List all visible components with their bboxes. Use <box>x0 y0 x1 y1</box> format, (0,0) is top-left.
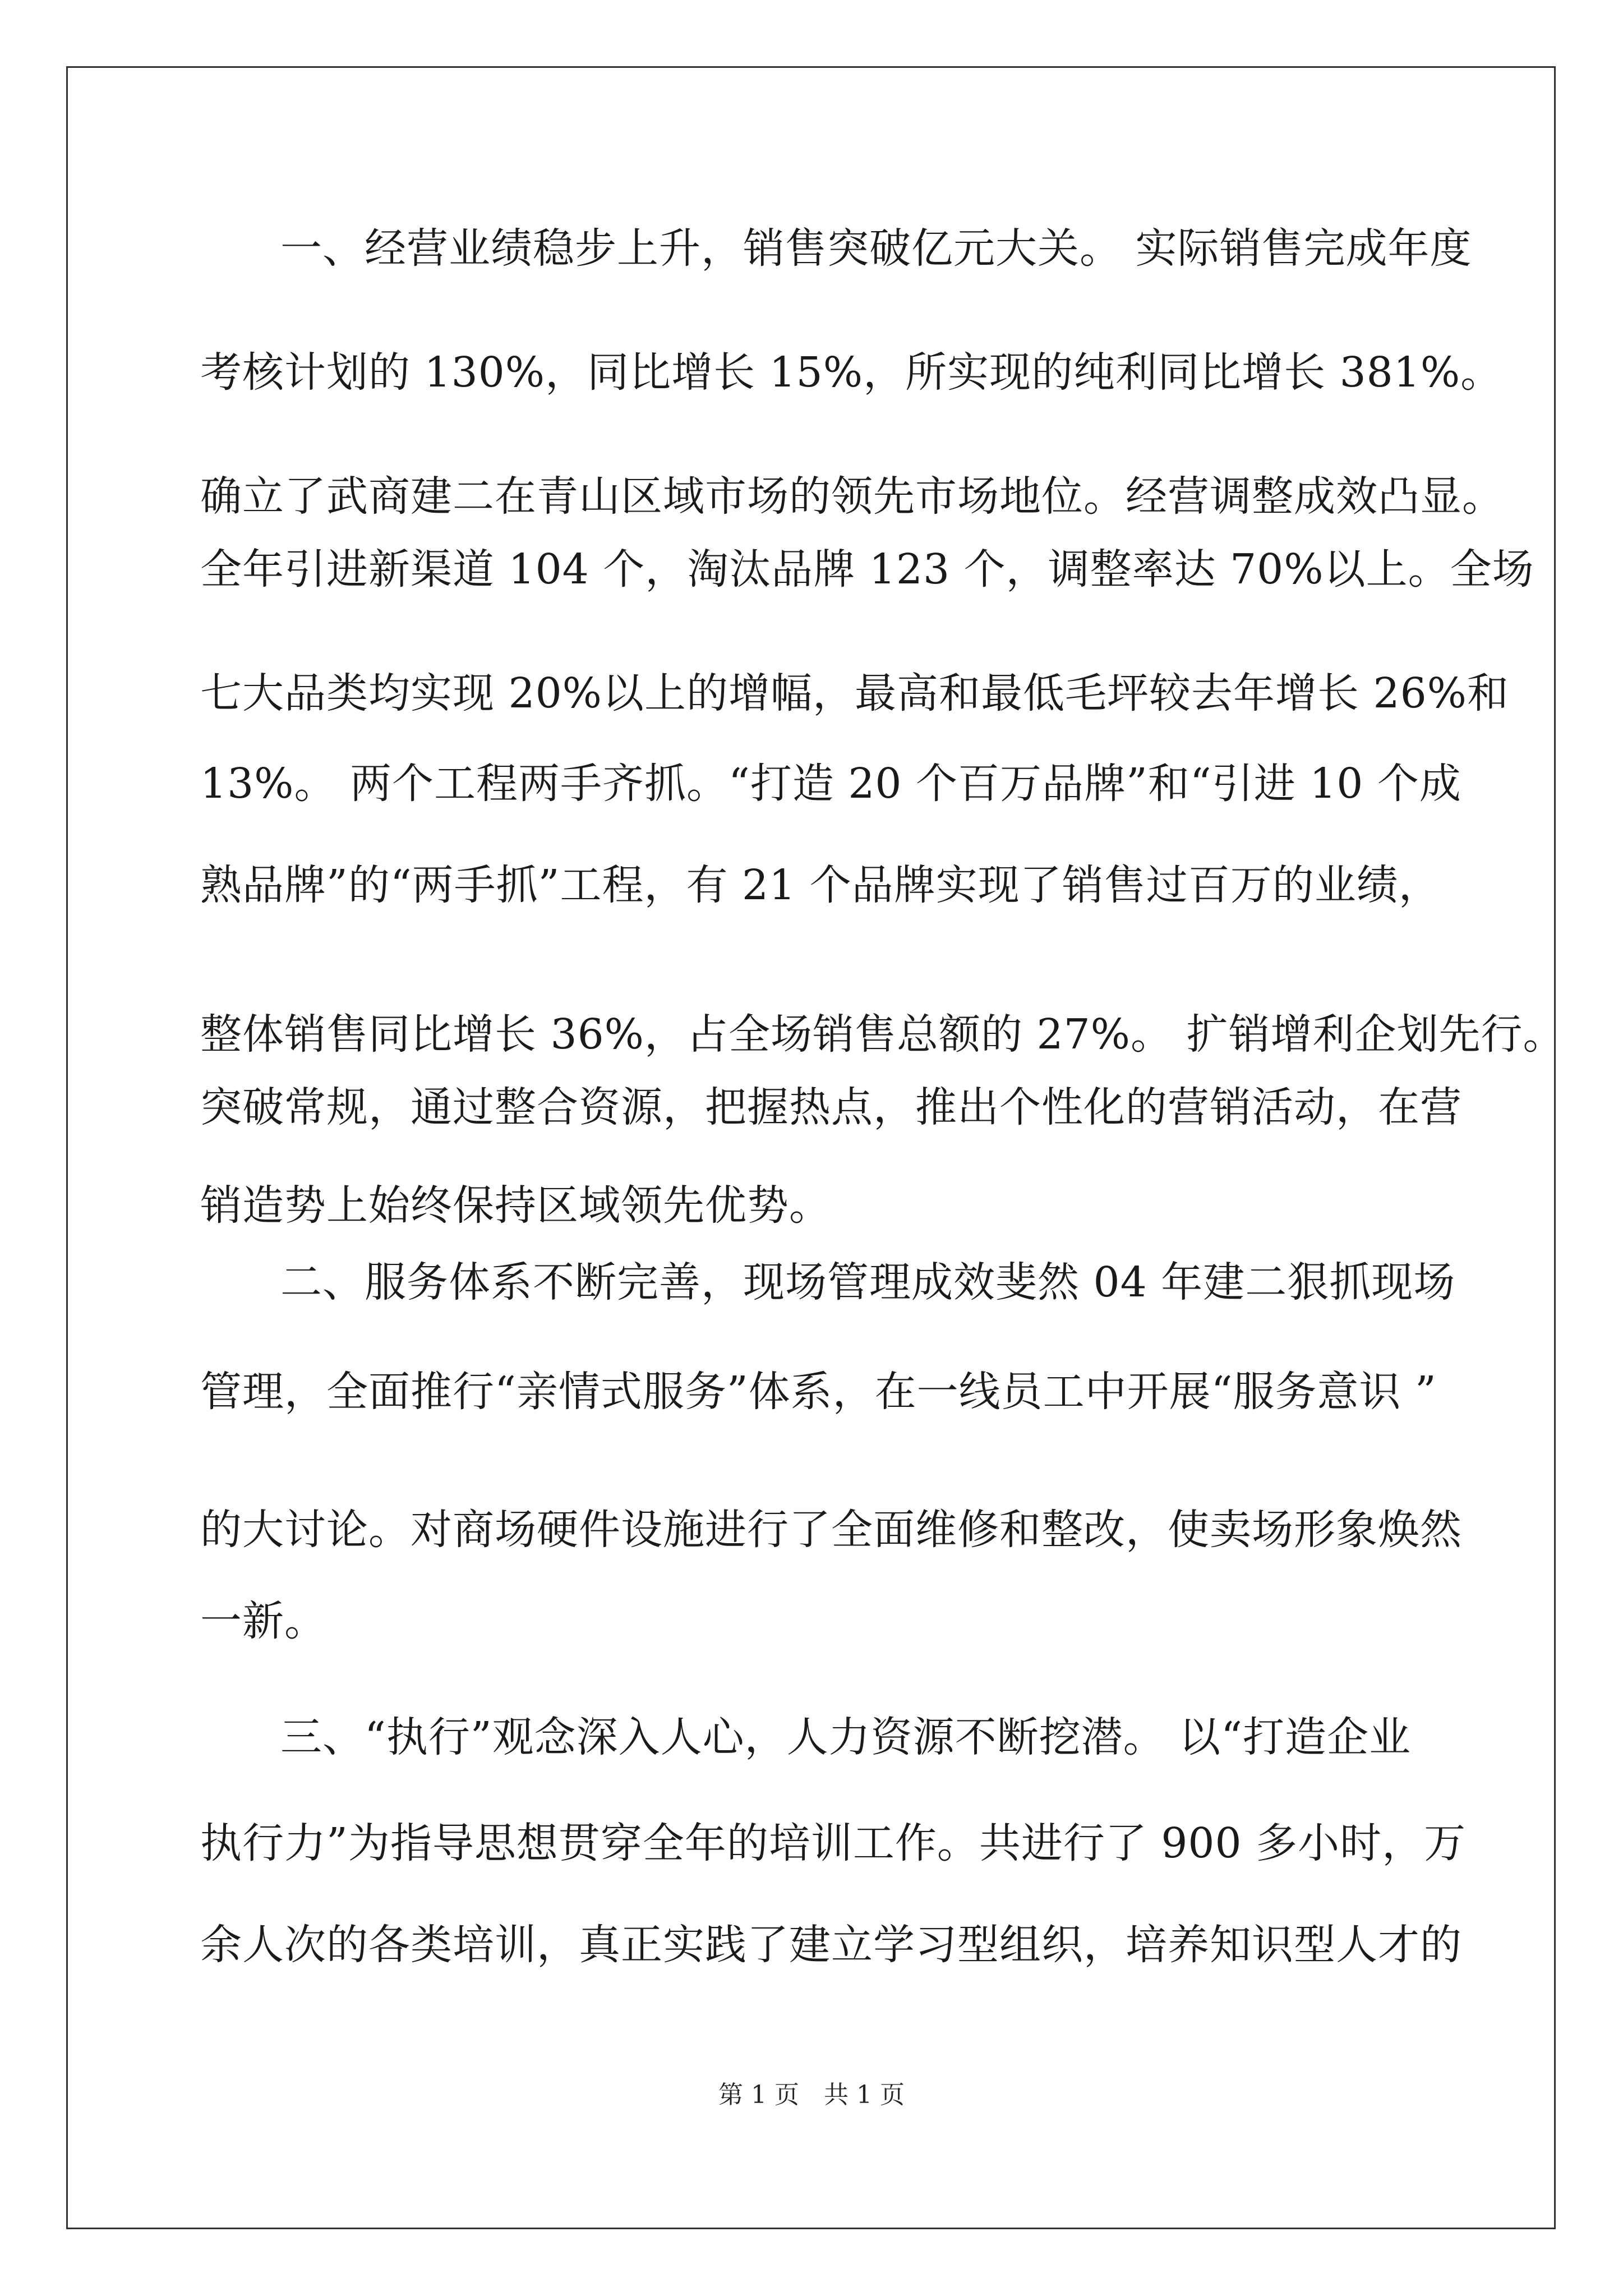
paragraph-3-line-3: 余人次的各类培训，真正实践了建立学习型组织，培养知识型人才的 <box>200 1921 1462 1969</box>
paragraph-1-line-6: 13%。 两个工程两手齐抓。“打造 20 个百万品牌”和“引进 10 个成 <box>200 760 1461 808</box>
paragraph-1-line-2: 考核计划的 130%，同比增长 15%，所实现的纯利同比增长 381%。 <box>200 348 1503 397</box>
paragraph-1-line-1: 一、经营业绩稳步上升，销售突破亿元大关。 实际销售完成年度 <box>280 224 1472 273</box>
paragraph-1-line-5: 七大品类均实现 20%以上的增幅，最高和最低毛坪较去年增长 26%和 <box>200 669 1509 717</box>
paragraph-2-line-1: 二、服务体系不断完善，现场管理成效斐然 04 年建二狠抓现场 <box>280 1258 1456 1306</box>
paragraph-1-line-8: 整体销售同比增长 36%，占全场销售总额的 27%。 扩销增利企划先行。 <box>200 1010 1565 1059</box>
paragraph-1-line-4: 全年引进新渠道 104 个，淘汰品牌 123 个，调整率达 70%以上。全场 <box>200 545 1534 593</box>
paragraph-2-line-4: 一新。 <box>200 1597 326 1645</box>
paragraph-1-line-9: 突破常规，通过整合资源，把握热点，推出个性化的营销活动，在营 <box>200 1083 1462 1131</box>
page-number-footer: 第 1 页 共 1 页 <box>718 2081 905 2109</box>
paragraph-1-line-7: 熟品牌”的“两手抓”工程，有 21 个品牌实现了销售过百万的业绩， <box>200 861 1441 909</box>
paragraph-1-line-10: 销造势上始终保持区域领先优势。 <box>200 1181 831 1230</box>
paragraph-1-line-3: 确立了武商建二在青山区域市场的领先市场地位。经营调整成效凸显。 <box>200 472 1504 521</box>
paragraph-3-line-1: 三、“执行”观念深入人心，人力资源不断挖潜。 以“打造企业 <box>280 1713 1412 1761</box>
paragraph-2-line-2: 管理，全面推行“亲情式服务”体系，在一线员工中开展“服务意识 ” <box>200 1368 1437 1416</box>
paragraph-3-line-2: 执行力”为指导思想贯穿全年的培训工作。共进行了 900 多小时，万 <box>200 1819 1467 1867</box>
paragraph-2-line-3: 的大讨论。对商场硬件设施进行了全面维修和整改，使卖场形象焕然 <box>200 1506 1462 1554</box>
